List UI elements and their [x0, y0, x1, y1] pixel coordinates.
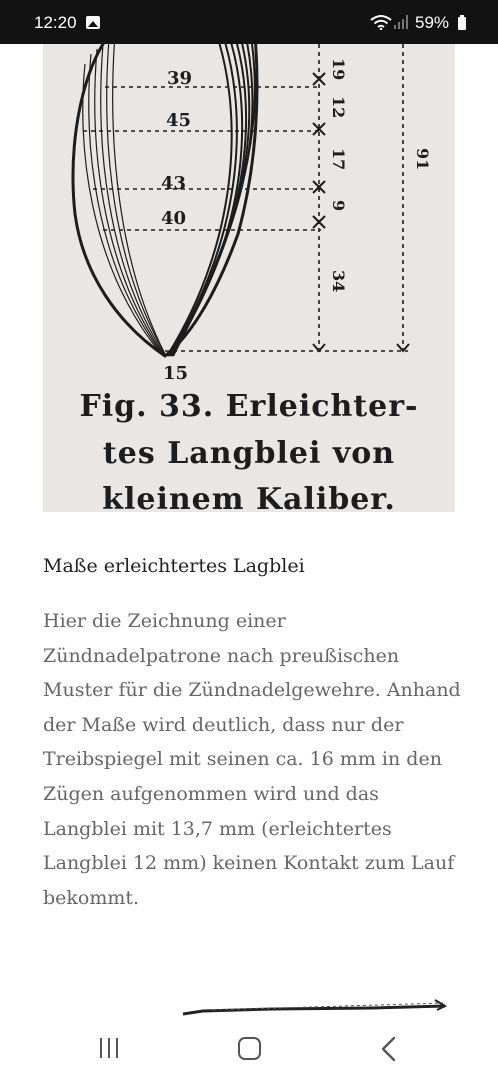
article-heading: Maße erleichtertes Lagblei	[43, 555, 305, 577]
label-40: 40	[161, 208, 187, 229]
next-image-drawing	[43, 990, 455, 1018]
battery-icon	[458, 17, 466, 30]
figure-caption-line-3: kleinem Kaliber.	[102, 482, 396, 512]
label-19: 19	[329, 58, 348, 81]
label-34: 34	[329, 270, 348, 293]
label-91: 91	[413, 148, 432, 171]
label-17: 17	[329, 148, 348, 171]
status-bar	[0, 0, 498, 44]
signal-icon	[394, 15, 408, 29]
label-39: 39	[167, 68, 193, 89]
navigation-bar	[0, 1018, 498, 1080]
label-12: 12	[329, 96, 348, 119]
back-icon[interactable]	[380, 1036, 398, 1062]
gallery-icon	[86, 16, 100, 29]
status-time: 12:20	[34, 13, 77, 32]
figure-caption-line-1: Fig. 33. Erleichter-	[79, 389, 419, 424]
bullet-drawing-figure[interactable]	[43, 44, 455, 512]
home-icon[interactable]	[238, 1037, 261, 1060]
label-43: 43	[161, 173, 187, 194]
figure-caption-line-2: tes Langblei von	[102, 436, 396, 471]
battery-percentage: 59%	[415, 13, 450, 32]
next-image-preview[interactable]	[43, 990, 455, 1018]
recents-icon[interactable]	[98, 1038, 122, 1060]
article-body: Hier die Zeichnung einer Zündnadelpatrone nach preußischen Muster für die Zündnadelgewehre. Anhand der Maße wird deutlich, dass nur der Treibspiegel mit seinen ca. 16 mm in den Zügen aufgenommen wird und das Langblei mit 13,7 mm (erleichtertes Langblei 12 mm) keinen Kontakt zum Lauf bekommt.	[43, 610, 461, 909]
label-15: 15	[163, 363, 189, 384]
label-45: 45	[166, 110, 192, 131]
wifi-icon	[370, 14, 392, 30]
label-9: 9	[329, 200, 348, 212]
